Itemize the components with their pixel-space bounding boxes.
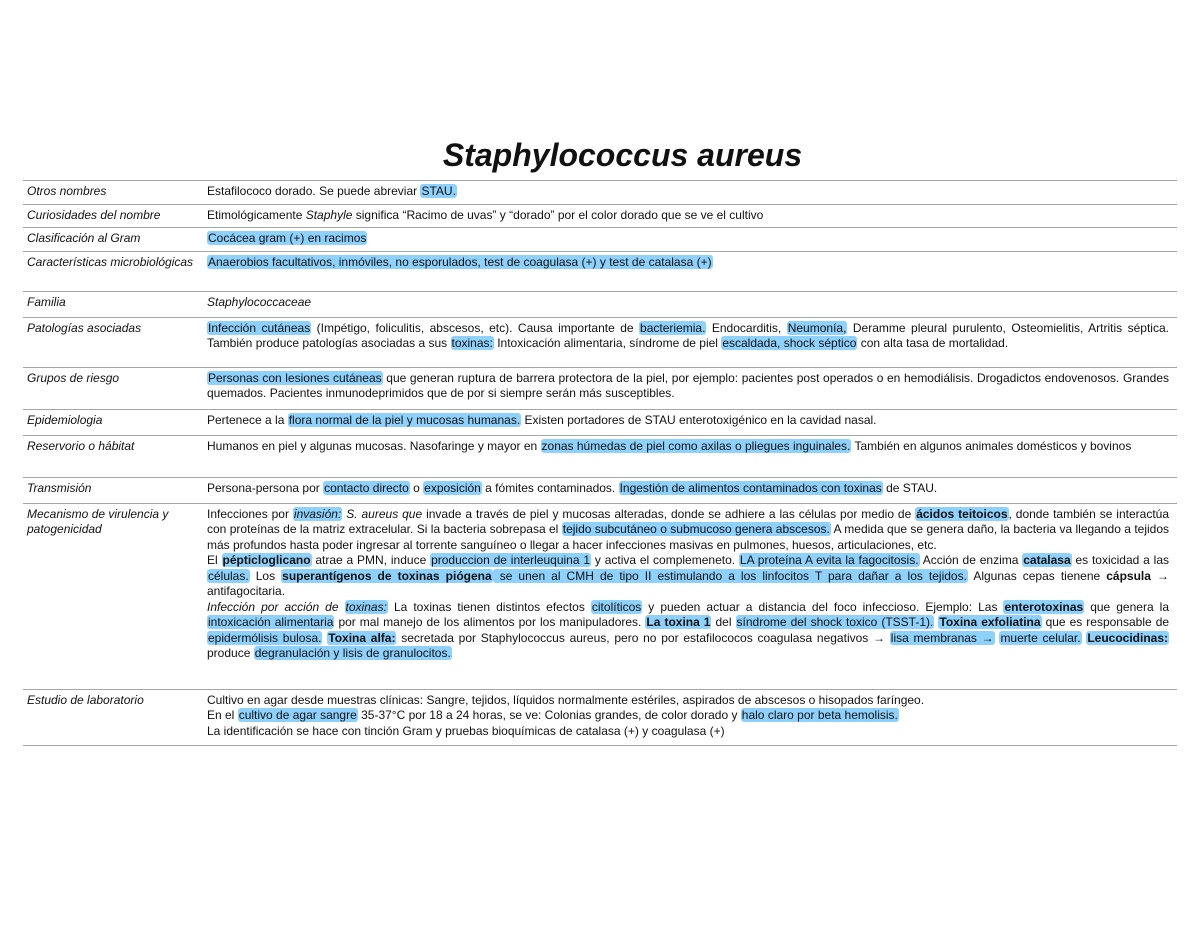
highlighted-text: epidermólisis bulosa. <box>208 630 322 645</box>
highlighted-text: Personas con lesiones cutáneas <box>208 370 382 385</box>
text-segment: de STAU. <box>882 480 938 495</box>
row-label: Mecanismo de virulencia y patogenicidad <box>27 506 169 536</box>
highlighted-text: enterotoxinas <box>1004 599 1084 614</box>
row-label: Transmisión <box>27 480 92 495</box>
table-row <box>23 228 1177 252</box>
text-segment: significa “Racimo de uvas” y “dorado” por el color dorado que se ve el cultivo <box>352 207 764 222</box>
highlighted-text: LA proteína A evita la fagocitosis. <box>739 553 919 567</box>
text-segment: → antifagocitaria. <box>207 568 1170 598</box>
highlighted-text: halo claro por beta hemolisis. <box>741 708 898 722</box>
row-label: Otros nombres <box>27 184 107 198</box>
row-content <box>203 367 1177 409</box>
text-segment: produce <box>207 646 254 660</box>
text-segment: Deramme pleural purulento, Osteomielitis, Artritis séptica. También produce patologías asociadas a sus <box>207 320 1169 350</box>
table-row <box>23 181 1177 205</box>
table-row <box>23 689 1177 745</box>
text-segment: Cultivo en agar desde muestras clínicas: Sangre, tejidos, líquidos normalmente estériles, aspirados de abscesos o hisopados faríngeo. <box>207 692 925 707</box>
highlighted-text: toxinas: <box>451 336 493 350</box>
text-segment: Infecciones por <box>207 506 293 521</box>
highlighted-text: Neumonía, <box>787 320 847 335</box>
row-label: Reservorio o hábitat <box>27 438 135 453</box>
highlighted-text: bacteriemia. <box>640 320 706 335</box>
text-segment: que es responsable de <box>1041 615 1170 629</box>
row-label: Estudio de laboratorio <box>27 692 144 707</box>
text-segment: secretada por Staphylococcus aureus, pero no por estafilococos coagulasa negativos → <box>396 630 890 645</box>
text-segment: con alta tasa de mortalidad. <box>857 336 1009 350</box>
info-table-body <box>23 181 1177 746</box>
text-segment: Staphylococcaceae <box>207 294 312 309</box>
row-content <box>203 204 1177 228</box>
text-segment: En el <box>207 708 238 722</box>
row-content <box>203 181 1177 205</box>
page-title: Staphylococcus aureus <box>442 137 803 173</box>
highlighted-text: escaldada, shock séptico <box>722 336 857 350</box>
text-segment: Staphyle <box>305 207 353 222</box>
text-segment: y pueden actuar a distancia del foco infeccioso. Ejemplo: Las <box>642 599 1004 614</box>
highlighted-text: toxinas: <box>345 599 387 614</box>
row-content <box>203 251 1177 291</box>
text-segment: cápsula <box>1106 568 1151 583</box>
highlighted-text: degranulación y lisis de granulocitos. <box>254 646 451 660</box>
row-label: Clasificación al Gram <box>27 231 141 245</box>
text-segment: Infección por acción de <box>207 599 345 614</box>
highlighted-text: La toxina 1 <box>646 615 711 629</box>
highlighted-text: Toxina alfa: <box>328 630 396 645</box>
text-segment: S. aureus que <box>342 506 423 521</box>
highlighted-text: se unen al CMH de tipo II estimulando a los linfocitos T para dañar a los tejidos. <box>493 568 967 583</box>
table-row <box>23 435 1177 477</box>
highlighted-text: Toxina exfoliatina <box>939 615 1041 629</box>
text-segment: atrae a PMN, induce <box>311 553 431 567</box>
text-segment: Persona-persona por <box>207 480 324 495</box>
text-segment: El <box>207 553 222 567</box>
table-row <box>23 291 1177 317</box>
text-segment: que genera la <box>1084 599 1170 614</box>
table-row <box>23 503 1177 689</box>
text-segment: Los <box>249 568 282 583</box>
highlighted-text: ácidos teitoicos <box>916 506 1008 521</box>
highlighted-text: lisa membranas → <box>890 630 994 645</box>
text-segment: Estafilococo dorado. Se puede abreviar <box>207 184 421 198</box>
text-segment: o <box>409 480 424 495</box>
highlighted-text: tejido subcutáneo o submucoso genera abscesos. <box>562 522 830 536</box>
highlighted-text: Infección cutáneas <box>208 320 311 335</box>
row-content <box>203 291 1177 317</box>
table-row <box>23 367 1177 409</box>
text-segment: del <box>711 615 736 629</box>
row-content <box>203 503 1177 689</box>
row-content <box>203 689 1177 745</box>
row-content <box>203 228 1177 252</box>
row-label: Curiosidades del nombre <box>27 207 161 222</box>
text-segment: A medida que se genera daño, la bacteria va llegando a tejidos más profundos hasta poder ingresar al torrente sanguíneo o llegar a hacer infecciones masivas en pulmones, huesos, articulaciones, etc. <box>207 522 1170 552</box>
highlighted-text: invasión: <box>293 506 342 521</box>
text-segment: a fómites contaminados. <box>481 480 619 495</box>
row-content <box>203 477 1177 503</box>
highlighted-text: catalasa <box>1023 553 1071 567</box>
highlighted-text: superantígenos de toxinas piógena <box>282 568 492 583</box>
info-table <box>23 180 1177 746</box>
text-segment: La identificación se hace con tinción Gram y pruebas bioquímicas de catalasa (+) y coagulasa (+) <box>207 723 725 738</box>
text-segment: Existen portadores de STAU enterotoxigénico en la cavidad nasal. <box>521 412 877 427</box>
text-segment: Intoxicación alimentaria, síndrome de piel <box>493 336 722 350</box>
row-content <box>203 409 1177 435</box>
text-segment: y activa el complemeneto. <box>591 553 739 567</box>
text-segment: Acción de enzima <box>919 553 1023 567</box>
highlighted-text: zonas húmedas de piel como axilas o pliegues inguinales. <box>541 438 851 453</box>
highlighted-text: pépticloglicano <box>222 553 311 567</box>
text-segment: Endocarditis, <box>706 320 787 335</box>
highlighted-text: cultivo de agar sangre <box>238 708 357 722</box>
text-segment: (Impétigo, foliculitis, abscesos, etc). Causa importante de <box>311 320 640 335</box>
table-row <box>23 409 1177 435</box>
row-content <box>203 435 1177 477</box>
text-segment: También en algunos animales domésticos y bovinos <box>851 438 1132 453</box>
row-label: Patologías asociadas <box>27 320 142 335</box>
highlighted-text: síndrome del shock toxico (TSST-1). <box>736 615 934 629</box>
highlighted-text: STAU. <box>421 184 456 198</box>
text-segment: es toxicidad a las <box>1071 553 1169 567</box>
table-row <box>23 317 1177 367</box>
table-row <box>23 204 1177 228</box>
table-row <box>23 477 1177 503</box>
highlighted-text: exposición <box>424 480 481 495</box>
highlighted-text: intoxicación alimentaria <box>208 615 334 629</box>
text-segment: Etimológicamente <box>207 207 306 222</box>
row-label: Familia <box>27 294 66 309</box>
row-label: Grupos de riesgo <box>27 370 120 385</box>
text-segment: , donde también se interactúa con proteínas de la matriz extracelular. Si la bacteria sobrepasa el <box>207 506 1169 536</box>
row-content <box>203 317 1177 367</box>
highlighted-text: flora normal de la piel y mucosas humanas. <box>288 412 521 427</box>
highlighted-text: muerte celular. <box>1000 630 1081 645</box>
text-segment: que generan ruptura de barrera protectora de la piel, por ejemplo: pacientes post operados o en hemodiálisis. Drogadictos endovenosos. Grandes quemados. Pacientes inmunodeprimidos que de por si siempre serán más susceptibles. <box>207 370 1169 400</box>
text-segment: por mal manejo de los alimentos por los manipuladores. <box>334 615 646 629</box>
text-segment: Pertenece a la <box>207 412 288 427</box>
highlighted-text: Ingestión de alimentos contaminados con toxinas <box>619 480 882 495</box>
text-segment: invade a través de piel y mucosas alteradas, donde se adhiere a las células por medio de <box>422 506 916 521</box>
highlighted-text: células. <box>208 568 249 583</box>
highlighted-text: contacto directo <box>324 480 409 495</box>
row-label: Características microbiológicas <box>27 254 194 269</box>
text-segment: 35-37°C por 18 a 24 horas, se ve: Colonias grandes, de color dorado y <box>357 708 741 722</box>
table-row <box>23 251 1177 291</box>
highlighted-text: Anaerobios facultativos, inmóviles, no esporulados, test de coagulasa (+) y test de catalasa (+) <box>208 254 712 269</box>
highlighted-text: produccion de interleuquina 1 <box>431 553 591 567</box>
row-label: Epidemiologia <box>27 412 103 427</box>
highlighted-text: Cocácea gram (+) en racimos <box>208 231 367 245</box>
text-segment: La toxinas tienen distintos efectos <box>387 599 591 614</box>
highlighted-text: citolíticos <box>591 599 642 614</box>
text-segment: Algunas cepas tienene <box>967 568 1107 583</box>
text-segment: Humanos en piel y algunas mucosas. Nasofaringe y mayor en <box>207 438 541 453</box>
highlighted-text: Leucocidinas: <box>1087 630 1169 645</box>
